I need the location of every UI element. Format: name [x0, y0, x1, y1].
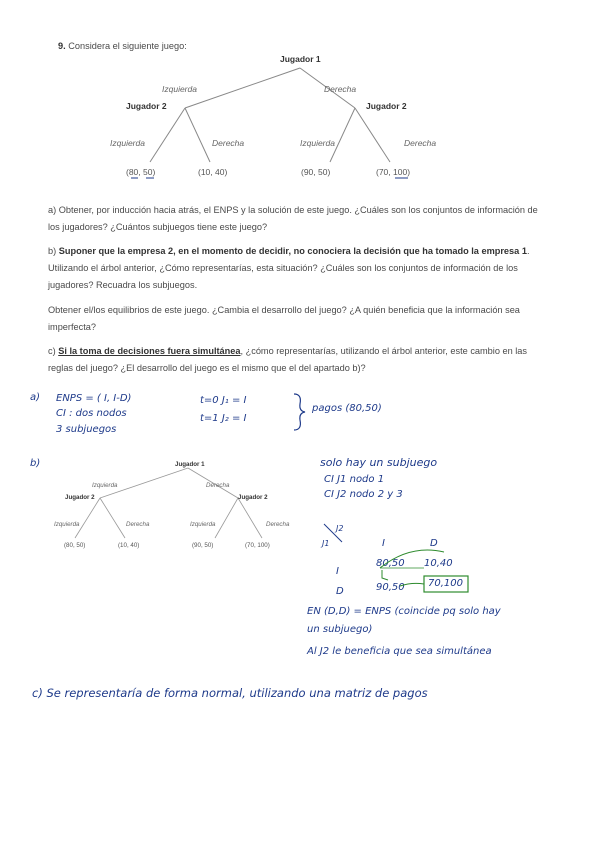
answer-b-en2: un subjuego) [307, 624, 373, 635]
answer-a-t1: t=1 J₂ = I [200, 413, 247, 424]
part-c-label: c) [48, 346, 56, 356]
small-tree-sub-left-2: Izquierda [190, 521, 216, 528]
payoff-2: (10, 40) [198, 167, 228, 177]
small-tree-right-branch: Derecha [206, 482, 230, 489]
tree-left-branch: Izquierda [162, 84, 197, 94]
part-c [48, 343, 548, 377]
part-b-bold: Suponer que la empresa 2, en el momento de decidir, no conociera la decisión que ha tomado la empresa 1 [58, 246, 527, 256]
answer-a-label: a) [30, 392, 41, 403]
matrix-c12: 10,40 [424, 558, 453, 569]
game-tree [0, 0, 600, 190]
matrix-c22: 70,100 [428, 578, 463, 589]
answer-a-line1: ENPS = ( I, I-D) [56, 393, 132, 404]
tree-right-branch: Derecha [324, 84, 357, 94]
small-payoff-2: (10, 40) [118, 542, 140, 549]
answer-a-t0: t=0 J₁ = I [200, 395, 247, 406]
small-tree-root: Jugador 1 [175, 461, 205, 468]
answer-a-line2: CI : dos nodos [56, 408, 127, 419]
matrix-row-d: D [336, 586, 344, 597]
matrix-c11: 80,50 [376, 558, 405, 569]
small-tree-edge [75, 498, 100, 538]
tree-sub-left-1: Izquierda [110, 138, 145, 148]
small-payoff-4: (70, 100) [245, 542, 270, 549]
tree-edge [150, 108, 185, 162]
matrix-col-i: I [382, 538, 385, 549]
part-b-label: b) [48, 246, 57, 256]
matrix-j1: J1 [322, 539, 330, 548]
answer-b-note1: solo hay un subjuego [320, 456, 438, 469]
matrix-row-i: I [336, 566, 339, 577]
tree-edge [185, 68, 300, 108]
tree-root: Jugador 1 [280, 54, 321, 64]
payoff-3: (90, 50) [301, 167, 331, 177]
tree-edge [355, 108, 390, 162]
answer-c: c) Se representaría de forma normal, utilizando una matriz de pagos [32, 686, 428, 700]
payoff-1: (80, 50) [126, 167, 156, 177]
part-b-rest: . Utilizando el árbol anterior, ¿Cómo representarías, esta situación? ¿Cuáles son los conjuntos de información de los jugadores? Recuadra los subjuegos. [48, 246, 530, 290]
answer-a-line3: 3 subjuegos [56, 424, 117, 435]
green-arrow [382, 570, 388, 580]
small-tree-sub-left-1: Izquierda [54, 521, 80, 528]
small-tree-right-node: Jugador 2 [238, 494, 268, 501]
matrix-col-d: D [430, 538, 438, 549]
small-tree-edge [215, 498, 238, 538]
small-game-tree [0, 450, 310, 560]
question-intro: 9. Considera el siguiente juego: [58, 41, 187, 51]
answer-b-note2: CI J1 nodo 1 [324, 474, 385, 485]
small-tree-sub-right-1: Derecha [126, 521, 150, 528]
answer-b-en1: EN (D,D) = ENPS (coincide pq solo hay [307, 606, 501, 617]
part-a: a) Obtener, por inducción hacia atrás, el ENPS y la solución de este juego. ¿Cuáles son los conjuntos de información de los jugadores? ¿Cuántos subjuegos tiene este juego? [48, 205, 538, 232]
answer-b-note3: CI J2 nodo 2 y 3 [324, 489, 403, 500]
small-payoff-1: (80, 50) [64, 542, 86, 549]
question-intro-text: Considera el siguiente juego: [68, 41, 187, 51]
answer-a-pagos: pagos (80,50) [312, 403, 382, 414]
part-c-rest: , ¿cómo representarías, utilizando el árbol anterior, este cambio en las reglas del juego? ¿El desarrollo del juego es el mismo que el del apartado b)? [48, 346, 528, 373]
part-c-bold: Si la toma de decisiones fuera simultánea [58, 346, 241, 356]
tree-edge [330, 108, 355, 162]
tree-sub-right-2: Derecha [404, 138, 437, 148]
matrix-j2: J2 [336, 524, 344, 533]
matrix-c21: 90,50 [376, 582, 405, 593]
payoff-4: (70, 100) [376, 167, 411, 177]
question-number: 9 [58, 41, 64, 51]
tree-sub-right-1: Derecha [212, 138, 245, 148]
payoff-matrix [320, 520, 500, 605]
answer-b-en3: Al J2 le beneficia que sea simultánea [307, 646, 492, 657]
small-tree-left-node: Jugador 2 [65, 494, 95, 501]
part-b-extra: Obtener el/los equilibrios de este juego. ¿Cambia el desarrollo del juego? ¿A quién beneficia que la información sea imperfecta? [48, 305, 520, 332]
tree-edge [185, 108, 210, 162]
tree-left-node: Jugador 2 [126, 101, 167, 111]
small-payoff-3: (90, 50) [192, 542, 214, 549]
brace-mark [290, 392, 310, 432]
small-tree-edge [238, 498, 262, 538]
small-tree-left-branch: Izquierda [92, 482, 118, 489]
part-b [48, 243, 548, 294]
tree-sub-left-2: Izquierda [300, 138, 335, 148]
small-tree-edge [100, 498, 125, 538]
tree-right-node: Jugador 2 [366, 101, 407, 111]
answer-b-label: b) [30, 458, 41, 469]
small-tree-sub-right-2: Derecha [266, 521, 290, 528]
